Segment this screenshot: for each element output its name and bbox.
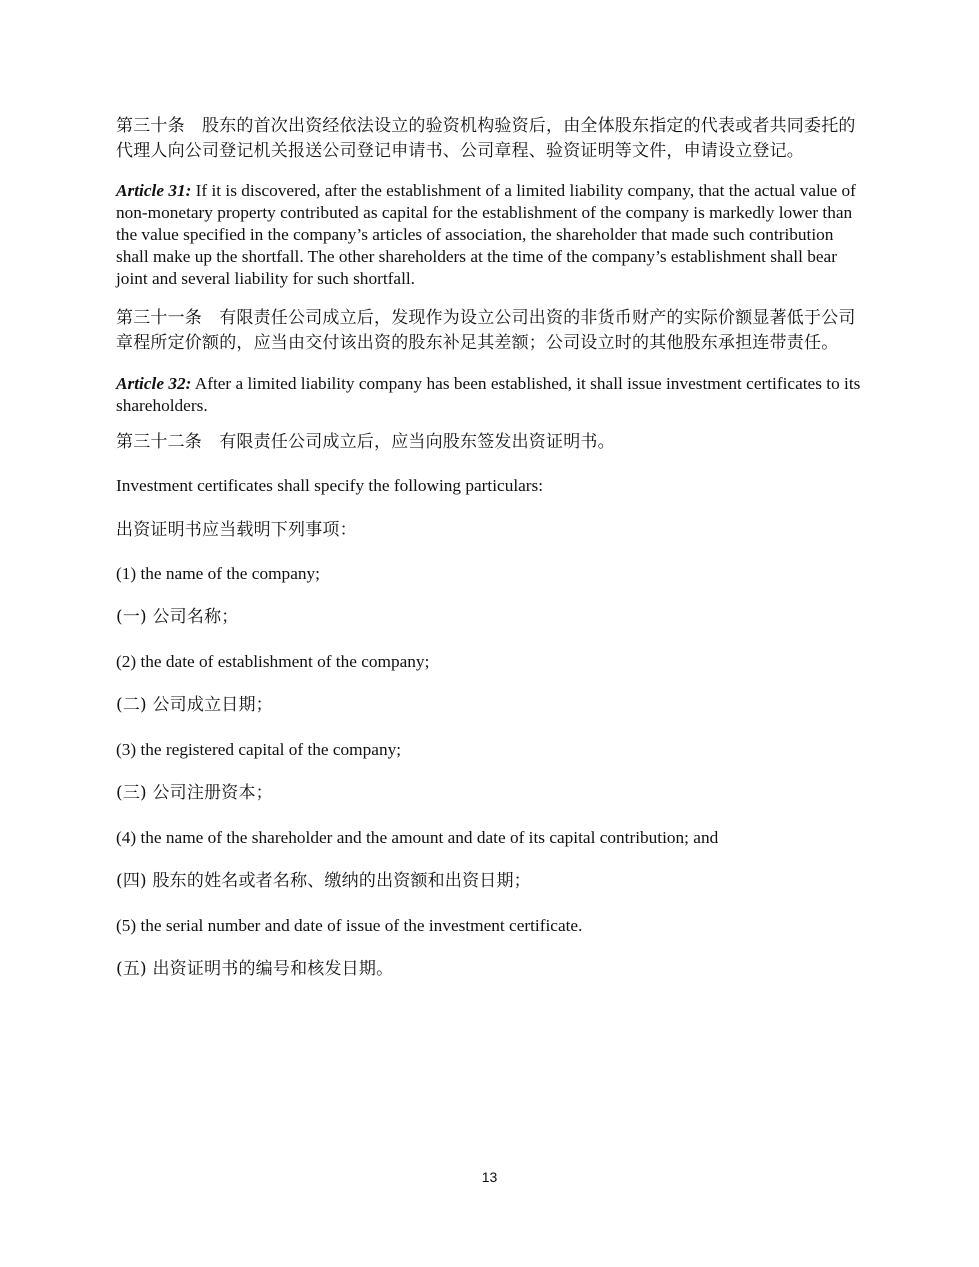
item-1-chinese: (一) 公司名称；	[116, 607, 239, 627]
item-5-english: (5) the serial number and date of issue of the investment certificate.	[116, 916, 583, 935]
article-30-chinese: 第三十条 股东的首次出资经依法设立的验资机构验资后，由全体股东指定的代表或者共同委托的代理人向公司登记机关报送公司登记申请书、公司章程、验资证明等文件，申请设立登记。	[116, 116, 856, 161]
article-31-heading: Article 31:	[116, 181, 192, 200]
item-4-chinese: (四) 股东的姓名或者名称、缴纳的出资额和出资日期；	[116, 871, 531, 891]
item-3-english: (3) the registered capital of the company;	[116, 740, 402, 759]
certificate-intro-english: Investment certificates shall specify the following particulars:	[116, 476, 544, 495]
item-1-english: (1) the name of the company;	[116, 564, 320, 583]
certificate-intro-chinese: 出资证明书应当载明下列事项：	[116, 520, 357, 540]
article-32-heading: Article 32:	[116, 374, 192, 393]
article-32-english	[116, 373, 868, 417]
article-32-chinese: 第三十二条 有限责任公司成立后，应当向股东签发出资证明书。	[116, 432, 615, 452]
item-3-chinese: (三) 公司注册资本；	[116, 783, 273, 803]
item-4-english: (4) the name of the shareholder and the amount and date of its capital contribution; and	[116, 828, 719, 847]
article-31-text: If it is discovered, after the establishment of a limited liability company, that the actual value of non-monetary property contributed as capital for the establishment of the company is markedly lower than the value specified in the company’s articles of association, the shareholder that made such contribution shall make up the shortfall. The other shareholders at the time of the company’s establishment shall bear joint and several liability for such shortfall.	[116, 181, 856, 288]
item-2-english: (2) the date of establishment of the company;	[116, 652, 430, 671]
page-number: 13	[481, 1169, 498, 1185]
item-5-chinese: (五) 出资证明书的编号和核发日期。	[116, 959, 394, 979]
article-31-english	[116, 180, 868, 290]
article-32-text: After a limited liability company has been established, it shall issue investment certificates to its shareholders.	[116, 374, 861, 415]
item-2-chinese: (二) 公司成立日期；	[116, 695, 273, 715]
article-31-chinese: 第三十一条 有限责任公司成立后，发现作为设立公司出资的非货币财产的实际价额显著低于公司章程所定价额的，应当由交付该出资的股东补足其差额；公司设立时的其他股东承担连带责任。	[116, 308, 856, 353]
document-body	[116, 114, 868, 982]
